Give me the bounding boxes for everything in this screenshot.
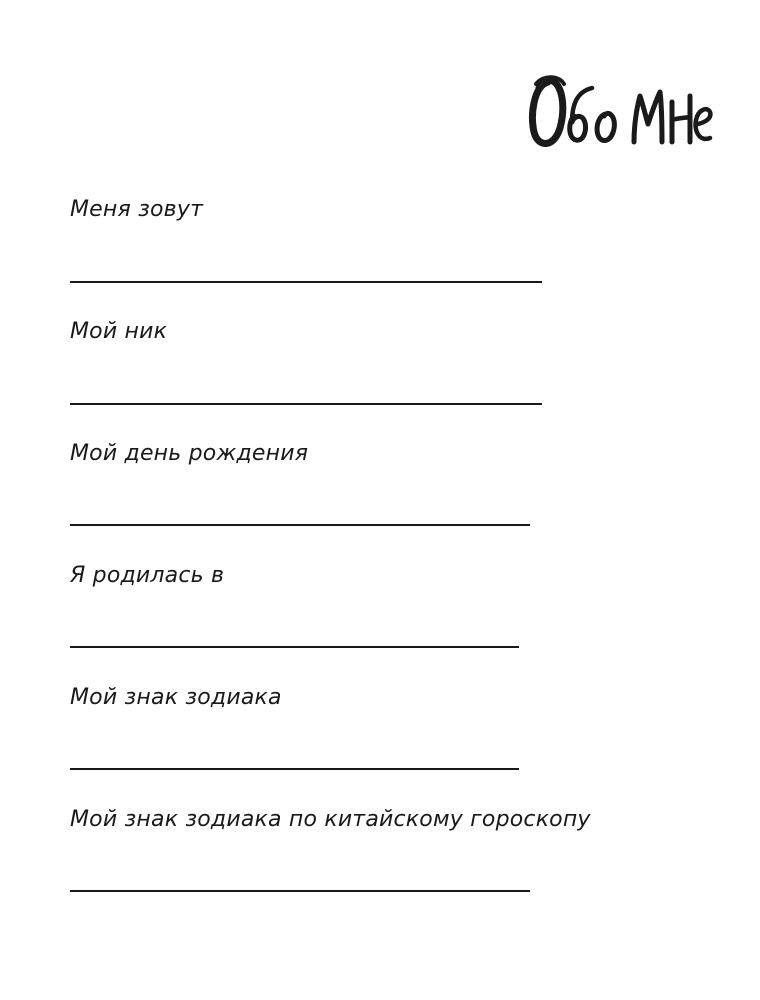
- field-chinese-zodiac: [70, 806, 591, 834]
- field-zodiac-label: Мой знак зодиака: [70, 685, 282, 710]
- field-name-line[interactable]: [70, 281, 542, 283]
- field-nickname: [70, 318, 167, 346]
- field-birthday-line[interactable]: [70, 524, 530, 526]
- field-zodiac: [70, 684, 282, 712]
- field-birthplace: [70, 562, 224, 590]
- page-title: [526, 62, 726, 162]
- field-chinese-zodiac-line[interactable]: [70, 890, 530, 892]
- field-birthday: [70, 440, 308, 468]
- field-birthplace-line[interactable]: [70, 646, 519, 648]
- field-birthplace-label: Я родилась в: [70, 563, 225, 588]
- page-title-lettering: [526, 62, 726, 162]
- field-chinese-zodiac-label: Мой знак зодиака по китайскому гороскопу: [70, 807, 591, 832]
- field-name: [70, 196, 203, 224]
- field-zodiac-line[interactable]: [70, 768, 519, 770]
- field-name-label: Меня зовут: [70, 197, 204, 222]
- field-nickname-label: Мой ник: [70, 319, 168, 344]
- field-nickname-line[interactable]: [70, 403, 542, 405]
- field-birthday-label: Мой день рождения: [70, 441, 309, 466]
